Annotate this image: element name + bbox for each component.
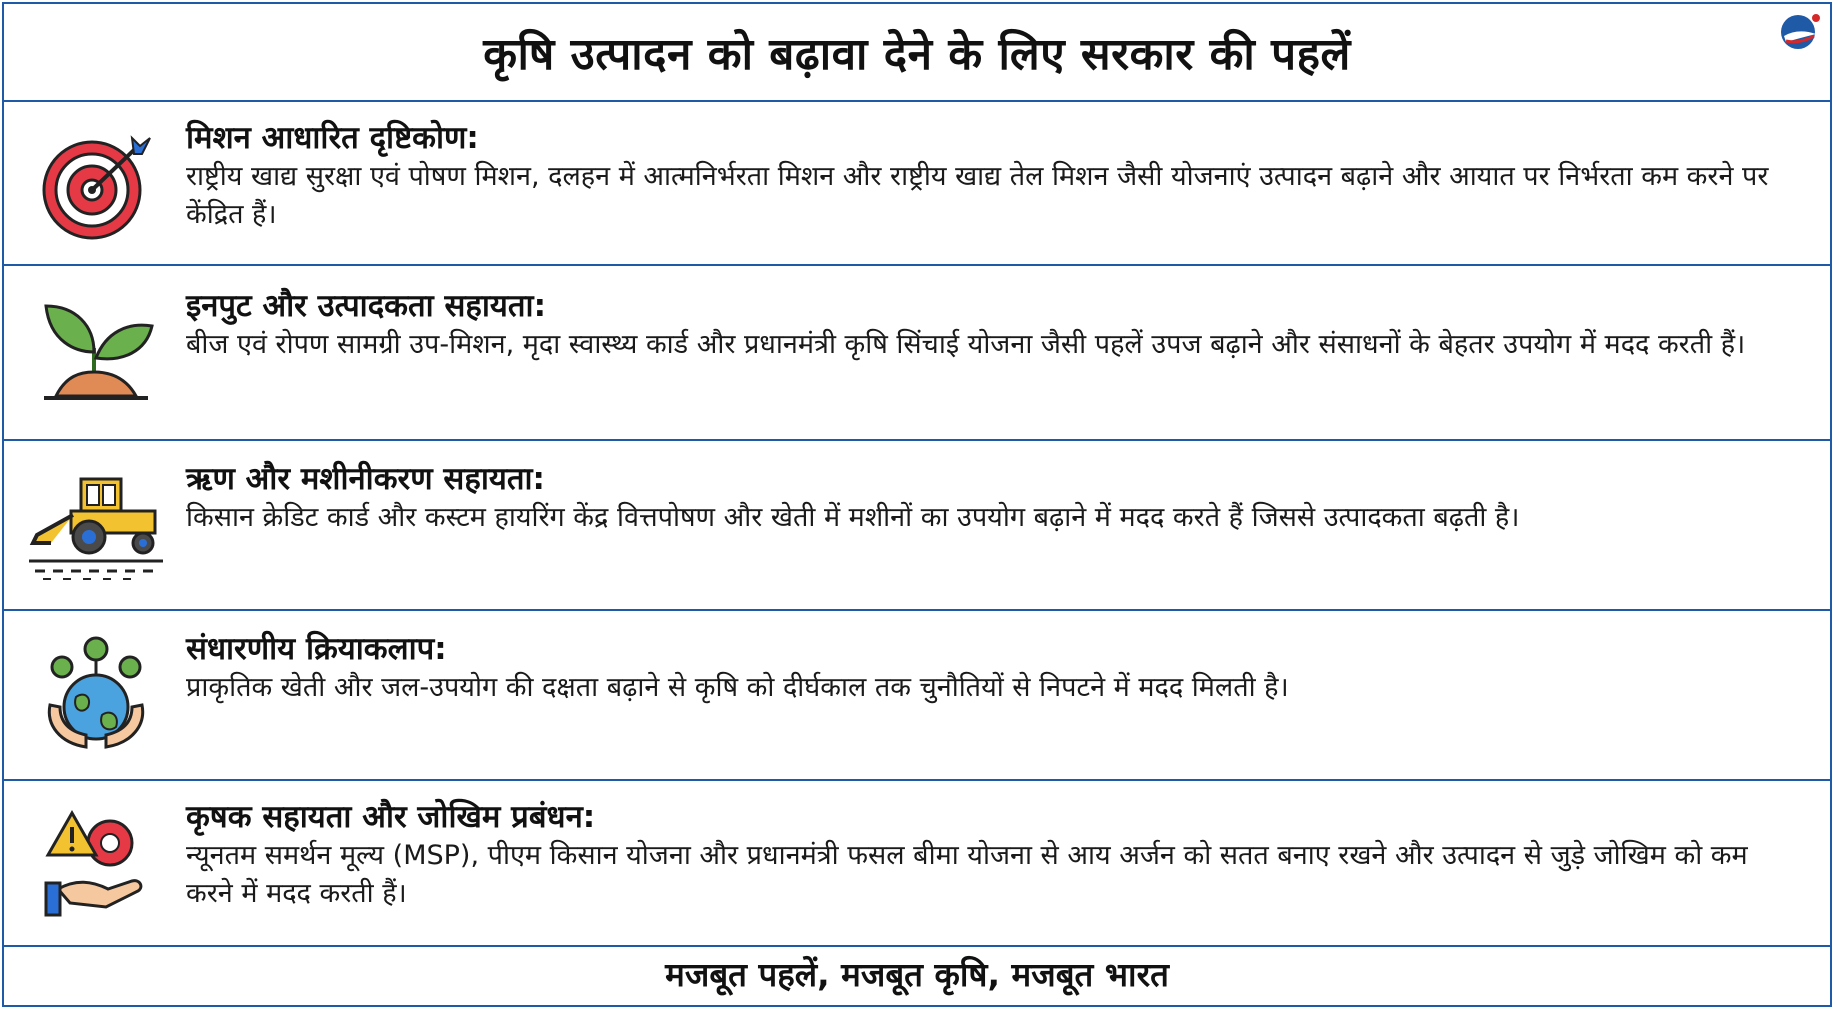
initiative-heading: कृषक सहायता और जोखिम प्रबंधन: (186, 799, 596, 835)
earth-hands-icon (28, 627, 164, 763)
initiative-heading: मिशन आधारित दृष्टिकोण: (186, 120, 479, 156)
initiative-heading: संधारणीय क्रियाकलाप: (186, 631, 447, 667)
initiatives-list (4, 102, 1830, 947)
initiative-description: न्यूनतम समर्थन मूल्य (MSP), पीएम किसान योजना और प्रधानमंत्री फसल बीमा योजना से आय अर्जन को सतत बनाए रखने और उत्पादन से जुड़े जोखिम को कम करने में मदद करती हैं। (186, 840, 1748, 909)
initiative-description: राष्ट्रीय खाद्य सुरक्षा एवं पोषण मिशन, दलहन में आत्मनिर्भरता मिशन और राष्ट्रीय खाद्य तेल मिशन जैसी योजनाएं उत्पादन बढ़ाने और आयात पर निर्भरता कम करने पर केंद्रित हैं। (186, 161, 1769, 230)
initiative-text (186, 797, 1794, 913)
initiative-row-sustainable (4, 611, 1830, 781)
target-icon (28, 116, 164, 252)
initiative-heading: ऋण और मशीनीकरण सहायता: (186, 461, 545, 497)
initiative-text (186, 459, 1794, 537)
initiative-row-credit (4, 441, 1830, 611)
tractor-icon (28, 457, 164, 593)
initiative-row-risk (4, 781, 1830, 947)
brand-logo-icon (1778, 8, 1824, 54)
initiative-description: बीज एवं रोपण सामग्री उप-मिशन, मृदा स्वास्थ्य कार्ड और प्रधानमंत्री कृषि सिंचाई योजना जैसी पहलें उपज बढ़ाने और संसाधनों के बेहतर उपयोग में मदद करती हैं। (186, 329, 1746, 360)
initiative-description: किसान क्रेडिट कार्ड और कस्टम हायरिंग केंद्र वित्तपोषण और खेती में मशीनों का उपयोग बढ़ाने में मदद करते हैं जिससे उत्पादकता बढ़ती है। (186, 502, 1520, 533)
initiative-text (186, 118, 1794, 234)
footer-slogan (4, 941, 1830, 1005)
initiative-row-input (4, 266, 1830, 441)
initiative-text (186, 629, 1794, 707)
risk-support-icon (28, 795, 164, 931)
footer-text: मजबूत पहलें, मजबूत कृषि, मजबूत भारत (665, 954, 1169, 994)
initiative-description: प्राकृतिक खेती और जल-उपयोग की दक्षता बढ़ाने से कृषि को दीर्घकाल तक चुनौतियों से निपटने में मदद मिलती है। (186, 672, 1289, 703)
initiative-text (186, 286, 1794, 364)
sprout-icon (28, 284, 164, 420)
title-bar (4, 4, 1830, 102)
initiative-row-mission (4, 102, 1830, 266)
initiative-heading: इनपुट और उत्पादकता सहायता: (186, 288, 546, 324)
infographic-frame (2, 2, 1832, 1007)
page-title: कृषि उत्पादन को बढ़ावा देने के लिए सरकार की पहलें (483, 29, 1351, 80)
